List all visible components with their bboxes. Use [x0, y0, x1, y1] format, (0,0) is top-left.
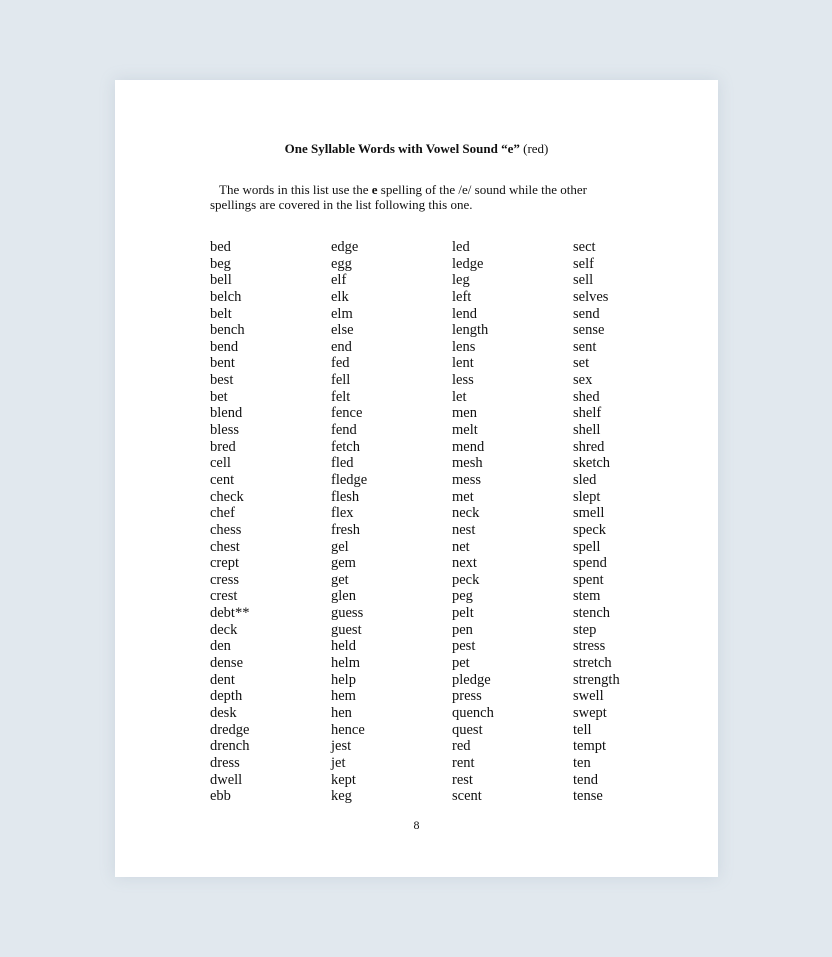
list-item: crest [210, 588, 238, 605]
list-item: beg [210, 255, 231, 272]
list-item: press [452, 688, 482, 705]
list-item: dense [210, 655, 244, 672]
document-page [115, 80, 718, 877]
list-item: strength [573, 671, 620, 688]
list-item: flex [331, 505, 354, 522]
list-item: shred [573, 438, 605, 455]
list-item: melt [452, 422, 478, 439]
list-item: stress [573, 638, 606, 655]
list-item: den [210, 638, 231, 655]
list-item: fell [331, 372, 351, 389]
list-item: pelt [452, 605, 474, 622]
list-item: spell [573, 538, 601, 555]
title-main: One Syllable Words with Vowel Sound “e” [284, 141, 520, 156]
list-item: men [452, 405, 477, 422]
list-item: lens [452, 338, 476, 355]
list-item: fled [331, 455, 354, 472]
title-color-note: (red) [519, 141, 549, 156]
list-item: spent [573, 571, 604, 588]
list-item: next [452, 555, 477, 572]
list-item: bed [210, 239, 231, 255]
list-item: rest [452, 771, 473, 788]
list-item: tend [573, 771, 598, 788]
list-item: fed [331, 355, 350, 372]
list-item: egg [331, 255, 352, 272]
list-item: quench [452, 704, 494, 721]
list-item: nest [452, 521, 476, 538]
page-title [115, 141, 718, 157]
list-item: sled [573, 471, 597, 488]
list-item: flesh [331, 488, 360, 505]
list-item: shelf [573, 405, 602, 422]
word-column-2 [331, 239, 452, 805]
list-item: peg [452, 588, 473, 605]
word-columns [210, 239, 694, 805]
list-item: gel [331, 538, 349, 555]
list-item: guest [331, 621, 362, 638]
list-item: rent [452, 754, 475, 771]
list-item: bred [210, 438, 236, 455]
list-item: swell [573, 688, 604, 705]
list-item: met [452, 488, 474, 505]
list-item: dredge [210, 721, 250, 738]
list-item: hen [331, 704, 352, 721]
list-item: chef [210, 505, 235, 522]
list-item: cent [210, 471, 235, 488]
intro-paragraph [210, 182, 630, 212]
list-item: dress [210, 754, 240, 771]
list-item: keg [331, 788, 352, 805]
list-item: let [452, 388, 467, 405]
list-item: elk [331, 288, 349, 305]
list-item: blend [210, 405, 243, 422]
list-item: left [452, 288, 472, 305]
list-item: mend [452, 438, 485, 455]
list-item: quest [452, 721, 483, 738]
list-item: chess [210, 521, 242, 538]
list-item: sketch [573, 455, 611, 472]
list-item: ledge [452, 255, 484, 272]
list-item: led [452, 239, 470, 255]
list-item: pen [452, 621, 473, 638]
list-item: lent [452, 355, 474, 372]
list-item: pet [452, 655, 470, 672]
intro-bold-letter: e [371, 182, 378, 197]
list-item: deck [210, 621, 238, 638]
list-item: fetch [331, 438, 360, 455]
list-item: pledge [452, 671, 491, 688]
list-item: check [210, 488, 244, 505]
list-item: set [573, 355, 590, 372]
list-item: get [331, 571, 349, 588]
list-item: selves [573, 288, 609, 305]
list-item: smell [573, 505, 605, 522]
list-item: cress [210, 571, 239, 588]
list-item: stretch [573, 655, 612, 672]
list-item: fresh [331, 521, 360, 538]
list-item: less [452, 372, 474, 389]
list-item: cell [210, 455, 231, 472]
list-item: belt [210, 305, 232, 322]
list-item: hence [331, 721, 365, 738]
list-item: jet [331, 754, 346, 771]
list-item: leg [452, 272, 470, 289]
list-item: felt [331, 388, 351, 405]
list-item: bend [210, 338, 239, 355]
list-item: dwell [210, 771, 243, 788]
list-item: spend [573, 555, 607, 572]
list-item: pest [452, 638, 476, 655]
list-item: mess [452, 471, 481, 488]
list-item: gem [331, 555, 356, 572]
list-item: depth [210, 688, 243, 705]
list-item: shed [573, 388, 600, 405]
list-item: else [331, 322, 354, 339]
list-item: bet [210, 388, 228, 405]
list-item: sex [573, 372, 593, 389]
list-item: step [573, 621, 597, 638]
list-item: swept [573, 704, 607, 721]
list-item: length [452, 322, 489, 339]
list-item: peck [452, 571, 480, 588]
list-item: ten [573, 754, 591, 771]
list-item: bench [210, 322, 245, 339]
list-item: glen [331, 588, 356, 605]
list-item: neck [452, 505, 480, 522]
list-item: drench [210, 738, 250, 755]
word-column-1 [210, 239, 331, 805]
list-item: desk [210, 704, 237, 721]
list-item: send [573, 305, 600, 322]
list-item: help [331, 671, 356, 688]
list-item: slept [573, 488, 601, 505]
list-item: fence [331, 405, 363, 422]
list-item: tell [573, 721, 592, 738]
list-item: sense [573, 322, 605, 339]
list-item: kept [331, 771, 356, 788]
list-item: sell [573, 272, 594, 289]
list-item: fledge [331, 471, 368, 488]
list-item: belch [210, 288, 242, 305]
list-item: dent [210, 671, 235, 688]
list-item: tempt [573, 738, 607, 755]
list-item: sent [573, 338, 597, 355]
list-item: fend [331, 422, 357, 439]
page-number: 8 [413, 818, 420, 832]
list-item: lend [452, 305, 477, 322]
list-item: shell [573, 422, 601, 439]
list-item: red [452, 738, 471, 755]
list-item: elm [331, 305, 353, 322]
list-item: best [210, 372, 234, 389]
list-item: hem [331, 688, 356, 705]
list-item: edge [331, 239, 359, 255]
word-column-4 [573, 239, 694, 805]
list-item: guess [331, 605, 364, 622]
list-item: end [331, 338, 352, 355]
word-column-3 [452, 239, 573, 805]
list-item: self [573, 255, 594, 272]
list-item: mesh [452, 455, 483, 472]
list-item: tense [573, 788, 603, 805]
list-item: stem [573, 588, 601, 605]
list-item: sect [573, 239, 596, 255]
list-item: scent [452, 788, 482, 805]
list-item: jest [331, 738, 352, 755]
list-item: chest [210, 538, 240, 555]
list-item: held [331, 638, 356, 655]
list-item: ebb [210, 788, 231, 805]
list-item: elf [331, 272, 347, 289]
intro-text-start: The words in this list use the [219, 182, 372, 197]
list-item: net [452, 538, 470, 555]
list-item: helm [331, 655, 360, 672]
list-item: speck [573, 521, 607, 538]
intro-text-end: spelling of the /e/ sound while the other spellings are covered in the list following this one. [210, 182, 587, 212]
list-item: debt** [210, 605, 250, 622]
list-item: bent [210, 355, 235, 372]
list-item: crept [210, 555, 239, 572]
list-item: stench [573, 605, 611, 622]
list-item: bless [210, 422, 239, 439]
list-item: bell [210, 272, 232, 289]
